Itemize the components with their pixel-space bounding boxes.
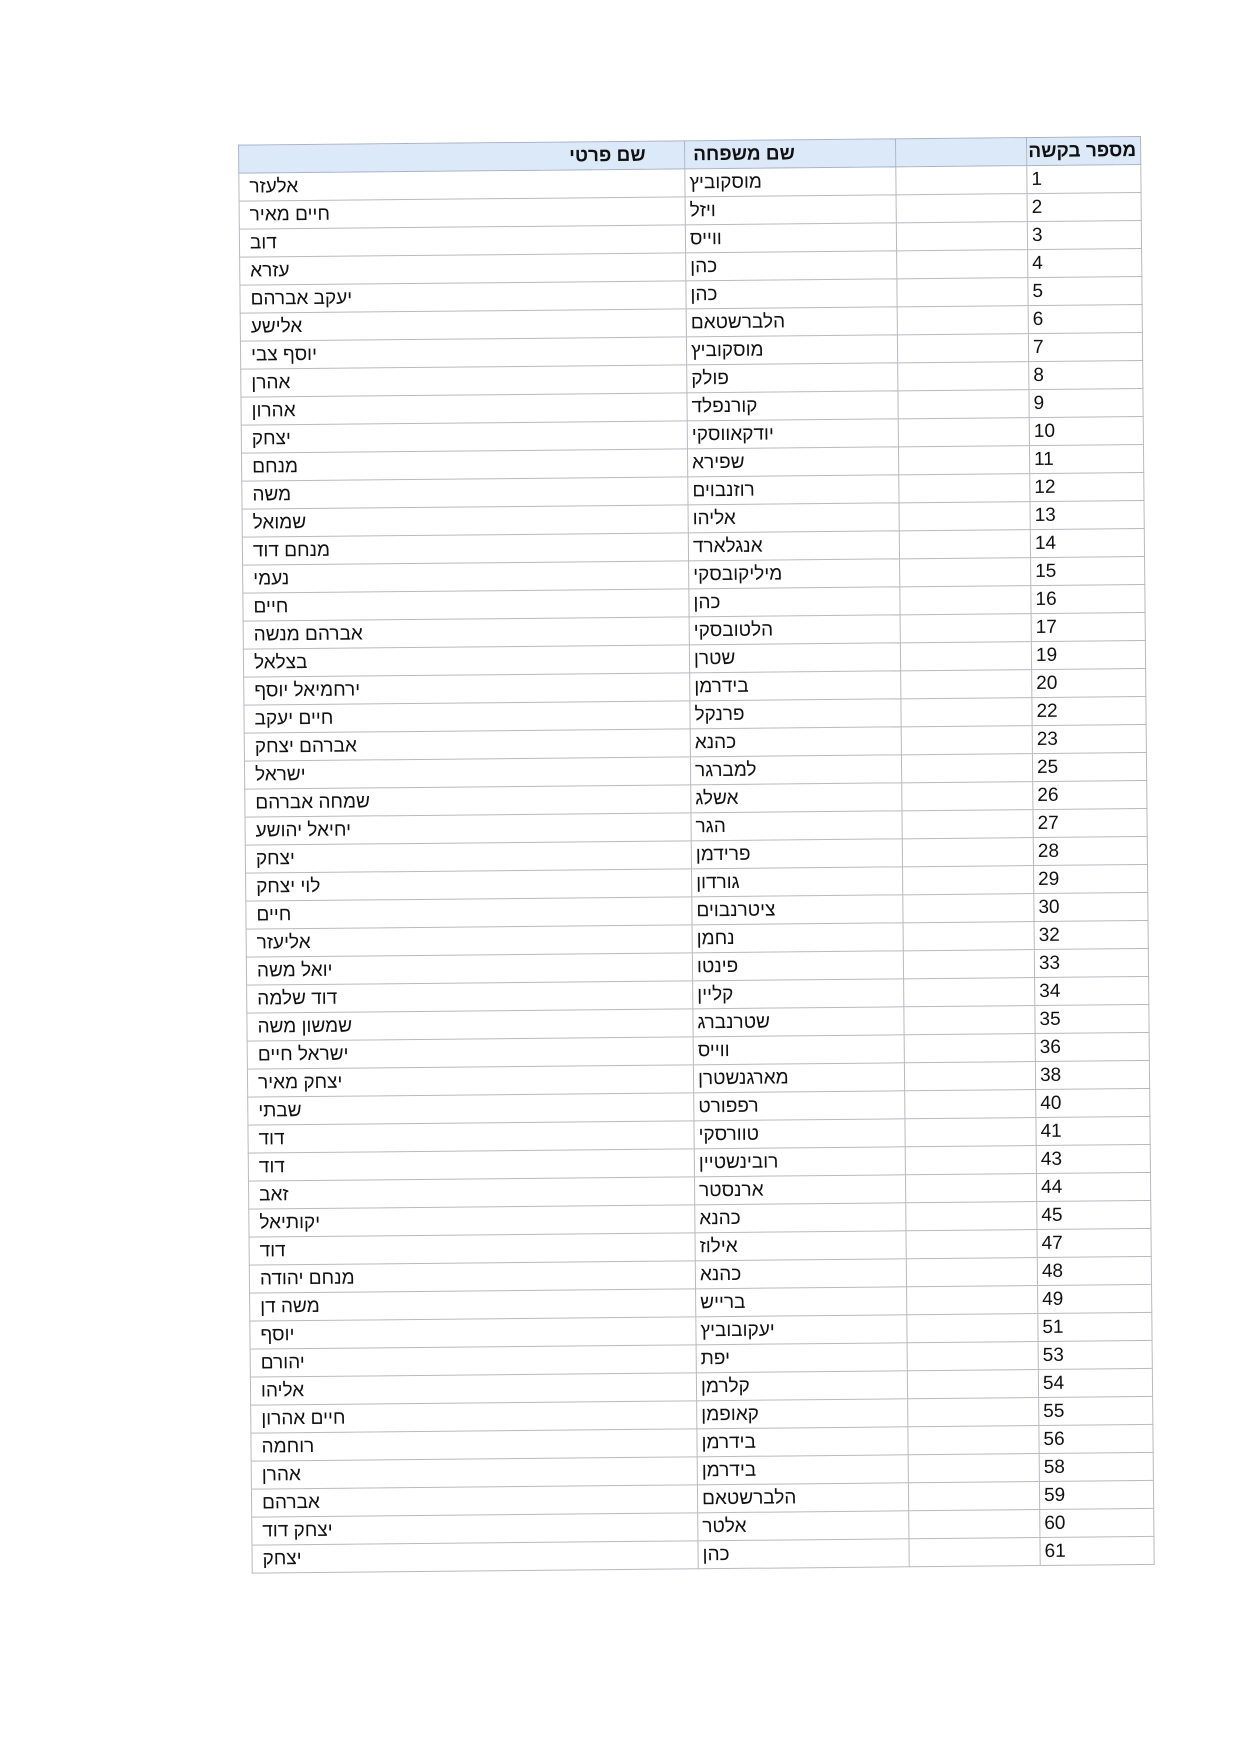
blank-cell (903, 866, 1034, 895)
blank-cell (903, 950, 1034, 979)
last-name-cell: קורנפלד (687, 391, 898, 421)
first-name-cell: יואל משה (246, 953, 692, 985)
request-number-cell: 19 (1031, 640, 1145, 669)
blank-cell (907, 1286, 1038, 1315)
table-body (239, 164, 1154, 1573)
first-name-cell: אברהם מנשה (243, 617, 689, 649)
blank-cell (897, 334, 1028, 363)
last-name-cell: הלברשטאם (686, 307, 897, 337)
last-name-cell: מארגנשטרן (693, 1063, 904, 1093)
first-name-cell: ישראל חיים (247, 1037, 693, 1069)
last-name-cell: אנגלארד (688, 531, 899, 561)
first-name-cell: משה דן (250, 1289, 696, 1321)
blank-cell (904, 1034, 1035, 1063)
first-name-cell: עזרא (240, 253, 686, 285)
request-number-cell: 54 (1038, 1368, 1152, 1397)
last-name-cell: כהנא (695, 1259, 906, 1289)
last-name-cell: רובינשטיין (694, 1147, 905, 1177)
request-number-cell: 33 (1034, 948, 1148, 977)
last-name-cell: הלברשטאם (697, 1483, 908, 1513)
blank-cell (904, 1006, 1035, 1035)
request-number-cell: 13 (1030, 500, 1144, 529)
blank-cell (900, 586, 1031, 615)
first-name-cell: ישראל (244, 757, 690, 789)
blank-cell (905, 1146, 1036, 1175)
blank-cell (909, 1510, 1040, 1539)
first-name-cell: יחיאל יהושע (245, 813, 691, 845)
request-number-cell: 47 (1037, 1228, 1151, 1257)
first-name-cell: דוב (239, 225, 685, 257)
last-name-cell: כהנא (690, 727, 901, 757)
first-name-cell: בצלאל (243, 645, 689, 677)
request-number-cell: 35 (1035, 1004, 1149, 1033)
first-name-cell: יצחק (241, 421, 687, 453)
first-name-cell: יוסף (250, 1317, 696, 1349)
last-name-cell: גורדון (692, 867, 903, 897)
last-name-cell: יעקובוביץ (696, 1315, 907, 1345)
request-number-cell: 6 (1028, 304, 1142, 333)
request-number-cell: 22 (1032, 696, 1146, 725)
blank-cell (897, 306, 1028, 335)
blank-cell (903, 922, 1034, 951)
blank-cell (901, 670, 1032, 699)
first-name-cell: משה (242, 477, 688, 509)
blank-cell (901, 726, 1032, 755)
last-name-cell: פינטו (692, 951, 903, 981)
blank-cell (899, 502, 1030, 531)
blank-cell (897, 250, 1028, 279)
blank-cell (898, 362, 1029, 391)
blank-cell (898, 446, 1029, 475)
blank-cell (896, 166, 1027, 195)
blank-cell (901, 754, 1032, 783)
last-name-cell: קאופמן (697, 1399, 908, 1429)
blank-cell (903, 894, 1034, 923)
blank-cell (908, 1398, 1039, 1427)
last-name-cell: ארנסטר (694, 1175, 905, 1205)
blank-cell (900, 642, 1031, 671)
last-name-cell: כהנא (695, 1203, 906, 1233)
first-name-cell: זאב (248, 1177, 694, 1209)
blank-cell (898, 418, 1029, 447)
first-name-cell: שמחה אברהם (245, 785, 691, 817)
blank-cell (898, 390, 1029, 419)
first-name-cell: חיים (243, 589, 689, 621)
last-name-cell: נחמן (692, 923, 903, 953)
last-name-cell: קלרמן (696, 1371, 907, 1401)
header-first-name: שם פרטי (239, 141, 685, 173)
blank-cell (902, 782, 1033, 811)
first-name-cell: חיים (246, 897, 692, 929)
last-name-cell: ציטרנבוים (692, 895, 903, 925)
last-name-cell: מיליקובסקי (689, 559, 900, 589)
request-number-cell: 28 (1033, 836, 1147, 865)
first-name-cell: אלישע (240, 309, 686, 341)
first-name-cell: יקותיאל (249, 1205, 695, 1237)
last-name-cell: מוסקוביץ (685, 167, 896, 197)
request-number-cell: 34 (1035, 976, 1149, 1005)
request-number-cell: 30 (1034, 892, 1148, 921)
first-name-cell: מנחם יהודה (249, 1261, 695, 1293)
first-name-cell: דוד (248, 1121, 694, 1153)
first-name-cell: מנחם דוד (242, 533, 688, 565)
header-blank (896, 138, 1027, 167)
last-name-cell: פרנקל (690, 699, 901, 729)
request-number-cell: 15 (1031, 556, 1145, 585)
request-number-cell: 56 (1039, 1424, 1153, 1453)
last-name-cell: טוורסקי (694, 1119, 905, 1149)
header-request-number: מספר בקשה (1027, 136, 1141, 165)
request-number-cell: 17 (1031, 612, 1145, 641)
first-name-cell: חיים אהרון (251, 1401, 697, 1433)
last-name-cell: רפפורט (694, 1091, 905, 1121)
last-name-cell: ויזל (685, 195, 896, 225)
first-name-cell: שבתי (248, 1093, 694, 1125)
blank-cell (905, 1118, 1036, 1147)
last-name-cell: שטרן (689, 643, 900, 673)
request-number-cell: 20 (1032, 668, 1146, 697)
blank-cell (902, 838, 1033, 867)
last-name-cell: רוזנבוים (688, 475, 899, 505)
request-number-cell: 3 (1027, 220, 1141, 249)
last-name-cell: שטרנברג (693, 1007, 904, 1037)
request-number-cell: 10 (1029, 416, 1143, 445)
first-name-cell: אברהם (251, 1485, 697, 1517)
blank-cell (897, 278, 1028, 307)
first-name-cell: ירחמיאל יוסף (244, 673, 690, 705)
scanned-table-sheet (238, 136, 1154, 1574)
first-name-cell: יצחק (252, 1541, 698, 1573)
blank-cell (905, 1090, 1036, 1119)
first-name-cell: יצחק דוד (252, 1513, 698, 1545)
last-name-cell: למברגר (690, 755, 901, 785)
request-number-cell: 49 (1038, 1284, 1152, 1313)
first-name-cell: לוי יצחק (246, 869, 692, 901)
request-number-cell: 55 (1039, 1396, 1153, 1425)
first-name-cell: אהרן (251, 1457, 697, 1489)
request-number-cell: 7 (1028, 332, 1142, 361)
first-name-cell: יוסף צבי (240, 337, 686, 369)
request-number-cell: 61 (1040, 1536, 1154, 1565)
request-number-cell: 9 (1029, 388, 1143, 417)
first-name-cell: שמשון משה (247, 1009, 693, 1041)
last-name-cell: אלטר (698, 1511, 909, 1541)
request-number-cell: 1 (1027, 164, 1141, 193)
blank-cell (905, 1174, 1036, 1203)
blank-cell (896, 194, 1027, 223)
last-name-cell: קליין (693, 979, 904, 1009)
request-number-cell: 41 (1036, 1116, 1150, 1145)
last-name-cell: בידרמן (697, 1455, 908, 1485)
blank-cell (900, 614, 1031, 643)
last-name-cell: שפירא (687, 447, 898, 477)
last-name-cell: פולק (687, 363, 898, 393)
request-number-cell: 59 (1039, 1480, 1153, 1509)
request-number-cell: 23 (1032, 724, 1146, 753)
blank-cell (908, 1454, 1039, 1483)
last-name-cell: אשלג (691, 783, 902, 813)
blank-cell (904, 978, 1035, 1007)
request-number-cell: 16 (1031, 584, 1145, 613)
requests-table (238, 136, 1155, 1574)
blank-cell (899, 530, 1030, 559)
last-name-cell: ווייס (693, 1035, 904, 1065)
request-number-cell: 51 (1038, 1312, 1152, 1341)
blank-cell (909, 1538, 1040, 1567)
blank-cell (906, 1202, 1037, 1231)
first-name-cell: מנחם (242, 449, 688, 481)
last-name-cell: ברייש (696, 1287, 907, 1317)
blank-cell (896, 222, 1027, 251)
request-number-cell: 27 (1033, 808, 1147, 837)
first-name-cell: אברהם יצחק (244, 729, 690, 761)
request-number-cell: 58 (1039, 1452, 1153, 1481)
request-number-cell: 43 (1036, 1144, 1150, 1173)
request-number-cell: 44 (1036, 1172, 1150, 1201)
request-number-cell: 8 (1029, 360, 1143, 389)
request-number-cell: 11 (1029, 444, 1143, 473)
first-name-cell: יצחק (245, 841, 691, 873)
blank-cell (902, 810, 1033, 839)
last-name-cell: כהן (698, 1539, 909, 1569)
request-number-cell: 26 (1033, 780, 1147, 809)
request-number-cell: 2 (1027, 192, 1141, 221)
blank-cell (899, 474, 1030, 503)
request-number-cell: 29 (1033, 864, 1147, 893)
first-name-cell: אהרון (241, 393, 687, 425)
blank-cell (908, 1482, 1039, 1511)
blank-cell (907, 1342, 1038, 1371)
last-name-cell: פרידמן (691, 839, 902, 869)
first-name-cell: דוד שלמה (247, 981, 693, 1013)
last-name-cell: הגר (691, 811, 902, 841)
last-name-cell: ווייס (685, 223, 896, 253)
first-name-cell: שמואל (242, 505, 688, 537)
last-name-cell: אליהו (688, 503, 899, 533)
first-name-cell: רוחמה (251, 1429, 697, 1461)
blank-cell (904, 1062, 1035, 1091)
header-last-name: שם משפחה (685, 139, 896, 169)
first-name-cell: חיים יעקב (244, 701, 690, 733)
first-name-cell: דוד (248, 1149, 694, 1181)
request-number-cell: 36 (1035, 1032, 1149, 1061)
blank-cell (906, 1230, 1037, 1259)
blank-cell (907, 1314, 1038, 1343)
request-number-cell: 12 (1030, 472, 1144, 501)
last-name-cell: כהן (689, 587, 900, 617)
request-number-cell: 5 (1028, 276, 1142, 305)
first-name-cell: אהרן (241, 365, 687, 397)
request-number-cell: 38 (1035, 1060, 1149, 1089)
first-name-cell: אלעזר (239, 169, 685, 201)
request-number-cell: 53 (1038, 1340, 1152, 1369)
last-name-cell: בידרמן (697, 1427, 908, 1457)
last-name-cell: הלטובסקי (689, 615, 900, 645)
last-name-cell: אילוז (695, 1231, 906, 1261)
request-number-cell: 25 (1032, 752, 1146, 781)
blank-cell (901, 698, 1032, 727)
last-name-cell: כהן (686, 279, 897, 309)
first-name-cell: יהורם (250, 1345, 696, 1377)
last-name-cell: מוסקוביץ (686, 335, 897, 365)
request-number-cell: 45 (1037, 1200, 1151, 1229)
blank-cell (908, 1426, 1039, 1455)
request-number-cell: 14 (1030, 528, 1144, 557)
last-name-cell: יפת (696, 1343, 907, 1373)
request-number-cell: 60 (1040, 1508, 1154, 1537)
first-name-cell: חיים מאיר (239, 197, 685, 229)
last-name-cell: בידרמן (690, 671, 901, 701)
first-name-cell: יעקב אברהם (240, 281, 686, 313)
last-name-cell: כהן (686, 251, 897, 281)
blank-cell (906, 1258, 1037, 1287)
request-number-cell: 48 (1037, 1256, 1151, 1285)
request-number-cell: 32 (1034, 920, 1148, 949)
first-name-cell: אליהו (250, 1373, 696, 1405)
blank-cell (900, 558, 1031, 587)
first-name-cell: אליעזר (246, 925, 692, 957)
last-name-cell: יודקאווסקי (687, 419, 898, 449)
request-number-cell: 40 (1036, 1088, 1150, 1117)
blank-cell (907, 1370, 1038, 1399)
first-name-cell: יצחק מאיר (247, 1065, 693, 1097)
first-name-cell: נעמי (243, 561, 689, 593)
first-name-cell: דוד (249, 1233, 695, 1265)
request-number-cell: 4 (1028, 248, 1142, 277)
